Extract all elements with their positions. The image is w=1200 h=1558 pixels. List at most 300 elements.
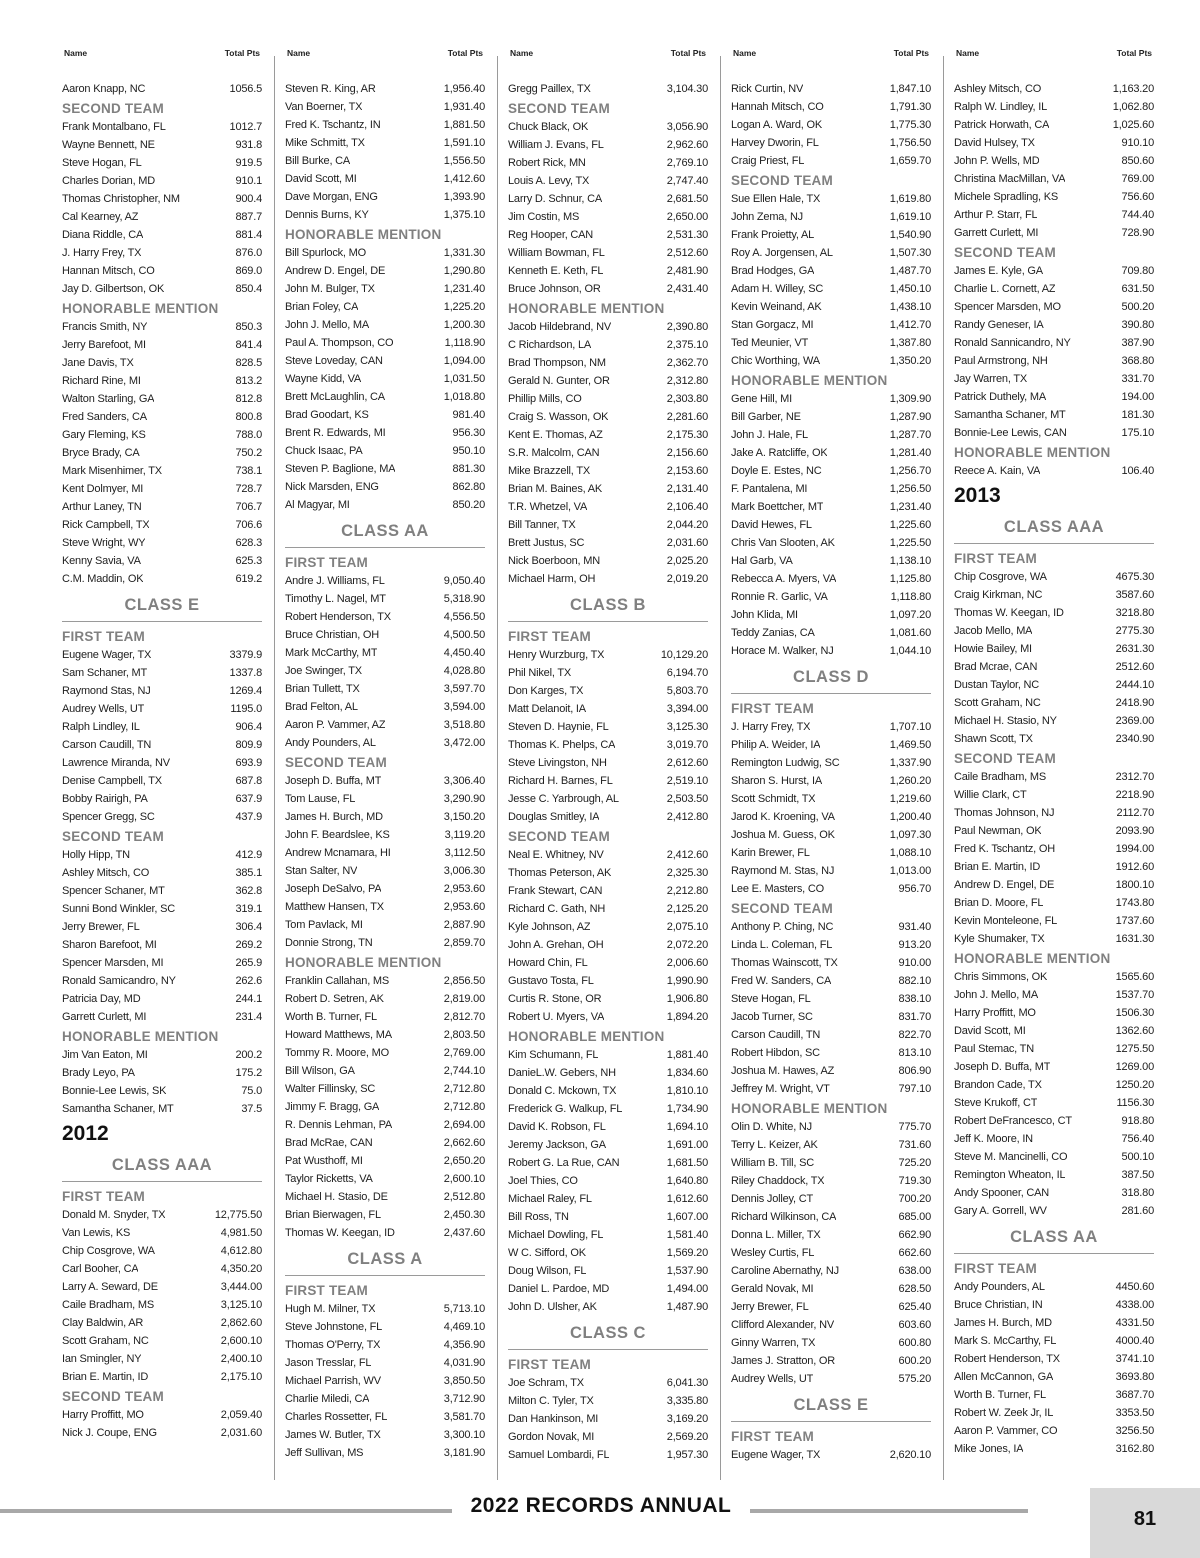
competitor-name: David Hulsey, TX — [954, 137, 1035, 149]
competitor-name: Wayne Kidd, VA — [285, 373, 362, 385]
result-row — [62, 426, 262, 444]
competitor-name: Walter Fillinsky, SC — [285, 1083, 376, 1095]
competitor-name: Ian Smingler, NY — [62, 1353, 142, 1365]
result-row — [285, 1336, 485, 1354]
result-row — [508, 226, 708, 244]
total-points: 2,031.60 — [220, 1427, 262, 1439]
result-row — [62, 190, 262, 208]
team-heading: SECOND TEAM — [62, 101, 164, 116]
total-points: 2,747.40 — [666, 175, 708, 187]
competitor-name: Brad Hodges, GA — [731, 265, 815, 277]
total-points: 3687.70 — [1115, 1389, 1154, 1401]
total-points: 1,118.80 — [890, 591, 931, 603]
result-row — [508, 244, 708, 262]
competitor-name: Neal E. Whitney, NV — [508, 849, 604, 861]
result-row — [62, 1046, 262, 1064]
team-heading: FIRST TEAM — [954, 1261, 1037, 1276]
result-row — [508, 864, 708, 882]
competitor-name: Sue Ellen Hale, TX — [731, 193, 821, 205]
total-points: 1,469.50 — [889, 739, 931, 751]
result-row — [731, 1226, 931, 1244]
result-row — [285, 334, 485, 352]
competitor-name: Rick Curtin, NV — [731, 83, 804, 95]
total-points: 1,734.90 — [666, 1103, 708, 1115]
competitor-name: Steve Hogan, FL — [731, 993, 811, 1005]
competitor-name: Robert DeFrancesco, CT — [954, 1115, 1072, 1127]
total-points: 1,256.50 — [889, 483, 931, 495]
result-row — [62, 754, 262, 772]
competitor-name: Dennis Burns, KY — [285, 209, 369, 221]
result-row — [285, 844, 485, 862]
competitor-name: Brian E. Martin, ID — [62, 1371, 149, 1383]
result-row — [954, 1404, 1154, 1422]
result-row — [285, 1152, 485, 1170]
competitor-name: Harry Proffitt, MO — [62, 1409, 144, 1421]
competitor-name: Karin Brewer, FL — [731, 847, 810, 859]
total-points: 4675.30 — [1115, 571, 1154, 583]
total-points: 800.8 — [235, 411, 262, 423]
total-points: 500.20 — [1121, 301, 1154, 313]
total-points: 2,612.60 — [666, 757, 708, 769]
result-row — [508, 1244, 708, 1262]
total-points: 269.2 — [235, 939, 262, 951]
total-points: 744.40 — [1121, 209, 1154, 221]
year-heading: 2012 — [62, 1122, 109, 1145]
total-points: 1,556.50 — [443, 155, 485, 167]
competitor-name: Cal Kearney, AZ — [62, 211, 139, 223]
result-row — [954, 80, 1154, 98]
competitor-name: Jerry Barefoot, MI — [62, 339, 146, 351]
total-points: 1,619.80 — [889, 193, 931, 205]
result-row — [508, 990, 708, 1008]
result-row — [62, 718, 262, 736]
total-points: 437.9 — [235, 811, 262, 823]
total-points: 1,694.10 — [666, 1121, 708, 1133]
result-row — [285, 644, 485, 662]
competitor-name: Joshua M. Hawes, AZ — [731, 1065, 835, 1077]
competitor-name: Jeff Sullivan, MS — [285, 1447, 364, 1459]
result-row — [731, 1352, 931, 1370]
result-row — [508, 1392, 708, 1410]
competitor-name: Philip A. Weider, IA — [731, 739, 821, 751]
total-points: 2,512.60 — [666, 247, 708, 259]
result-row — [508, 190, 708, 208]
result-row — [508, 534, 708, 552]
competitor-name: Gregg Paillex, TX — [508, 83, 591, 95]
total-points: 706.6 — [235, 519, 262, 531]
total-points: 1,219.60 — [889, 793, 931, 805]
total-points: 1,225.20 — [443, 301, 485, 313]
result-row — [731, 990, 931, 1008]
competitor-name: Nick Boerboon, MN — [508, 555, 600, 567]
total-points: 3,472.00 — [443, 737, 485, 749]
total-points: 2,962.60 — [666, 139, 708, 151]
total-points: 1,569.20 — [666, 1247, 708, 1259]
total-points: 3,300.10 — [443, 1429, 485, 1441]
total-points: 2,212.80 — [666, 885, 708, 897]
competitor-name: Mike Brazzell, TX — [508, 465, 590, 477]
competitor-name: Samantha Schaner, MT — [62, 1103, 174, 1115]
total-points: 1,081.60 — [889, 627, 931, 639]
total-points: 3,104.30 — [666, 83, 708, 95]
result-row — [285, 1008, 485, 1026]
result-row — [62, 226, 262, 244]
result-row — [731, 808, 931, 826]
total-points: 631.50 — [1121, 283, 1154, 295]
competitor-name: Allen McCannon, GA — [954, 1371, 1054, 1383]
competitor-name: Caile Bradham, MS — [954, 771, 1046, 783]
competitor-name: Ashley Mitsch, CO — [62, 867, 150, 879]
competitor-name: Steve Johnstone, FL — [285, 1321, 383, 1333]
competitor-name: Steven R. King, AR — [285, 83, 376, 95]
total-points: 3218.80 — [1115, 607, 1154, 619]
result-row — [731, 1118, 931, 1136]
competitor-name: Lawrence Miranda, NV — [62, 757, 170, 769]
total-points: 2,519.10 — [666, 775, 708, 787]
total-points: 2,106.40 — [666, 501, 708, 513]
competitor-name: Thomas W. Keegan, ID — [285, 1227, 395, 1239]
team-heading: FIRST TEAM — [285, 555, 368, 570]
total-points: 1,847.10 — [889, 83, 931, 95]
competitor-name: Aaron Knapp, NC — [62, 83, 146, 95]
total-points: 75.0 — [241, 1085, 262, 1097]
result-row — [954, 568, 1154, 586]
total-points: 1275.50 — [1115, 1043, 1154, 1055]
competitor-name: Francis Smith, NY — [62, 321, 148, 333]
total-points: 390.80 — [1121, 319, 1154, 331]
result-row — [62, 1242, 262, 1260]
result-row — [285, 98, 485, 116]
competitor-name: Doyle E. Estes, NC — [731, 465, 822, 477]
result-row — [285, 1318, 485, 1336]
total-points: 931.40 — [898, 921, 931, 933]
result-row — [731, 954, 931, 972]
competitor-name: Richard Wilkinson, CA — [731, 1211, 837, 1223]
result-row — [731, 624, 931, 642]
competitor-name: Timothy L. Nagel, MT — [285, 593, 386, 605]
total-points: 850.20 — [452, 499, 485, 511]
competitor-name: Brett Justus, SC — [508, 537, 585, 549]
result-row — [731, 1280, 931, 1298]
competitor-name: Gerald N. Gunter, OR — [508, 375, 610, 387]
result-row — [62, 1424, 262, 1442]
total-points: 838.10 — [898, 993, 931, 1005]
competitor-name: Steven P. Baglione, MA — [285, 463, 396, 475]
competitor-name: Brad Thompson, NM — [508, 357, 606, 369]
result-row — [954, 1094, 1154, 1112]
result-row — [731, 736, 931, 754]
total-points: 1,018.80 — [443, 391, 485, 403]
result-row — [62, 1296, 262, 1314]
total-points: 750.2 — [235, 447, 262, 459]
competitor-name: Randy Geneser, IA — [954, 319, 1044, 331]
total-points: 3,125.30 — [666, 721, 708, 733]
competitor-name: Tommy R. Moore, MO — [285, 1047, 389, 1059]
competitor-name: Bill Spurlock, MO — [285, 247, 366, 259]
team-heading: HONORABLE MENTION — [508, 1029, 665, 1044]
competitor-name: Gary Fleming, KS — [62, 429, 146, 441]
competitor-name: Bonnie-Lee Lewis, SK — [62, 1085, 167, 1097]
result-row — [62, 480, 262, 498]
result-row — [62, 900, 262, 918]
result-row — [285, 170, 485, 188]
total-points: 12,775.50 — [214, 1209, 262, 1221]
result-row — [731, 152, 931, 170]
total-points: 918.80 — [1121, 1115, 1154, 1127]
result-row — [954, 1314, 1154, 1332]
total-points: 913.20 — [898, 939, 931, 951]
total-points: 738.1 — [235, 465, 262, 477]
total-points: 3,150.20 — [443, 811, 485, 823]
total-points: 685.00 — [898, 1211, 931, 1223]
result-row — [954, 712, 1154, 730]
total-points: 910.00 — [898, 957, 931, 969]
result-row — [731, 880, 931, 898]
competitor-name: Joe Swinger, TX — [285, 665, 362, 677]
result-row — [285, 590, 485, 608]
total-points: 2,803.50 — [443, 1029, 485, 1041]
total-points: 1056.5 — [229, 83, 262, 95]
team-heading: SECOND TEAM — [285, 755, 387, 770]
competitor-name: Andy Pounders, AL — [954, 1281, 1045, 1293]
competitor-name: Gene Hill, MI — [731, 393, 792, 405]
competitor-name: Joseph D. Buffa, MT — [954, 1061, 1051, 1073]
result-row — [285, 662, 485, 680]
total-points: 3,125.10 — [220, 1299, 262, 1311]
total-points: 2,025.20 — [666, 555, 708, 567]
total-points: 1156.30 — [1116, 1097, 1154, 1109]
total-points: 2444.10 — [1115, 679, 1154, 691]
total-points: 2418.90 — [1115, 697, 1154, 709]
result-row — [285, 1134, 485, 1152]
competitor-name: Horace M. Walker, NJ — [731, 645, 834, 657]
competitor-name: Spencer Marsden, MO — [954, 301, 1061, 313]
total-points: 1,025.60 — [1112, 119, 1154, 131]
total-points: 887.7 — [235, 211, 262, 223]
column-header — [285, 40, 485, 58]
total-points: 600.20 — [898, 1355, 931, 1367]
result-row — [285, 206, 485, 224]
total-points: 318.80 — [1121, 1187, 1154, 1199]
result-row — [954, 1350, 1154, 1368]
result-row — [731, 772, 931, 790]
total-points: 3353.50 — [1115, 1407, 1154, 1419]
result-row — [285, 1354, 485, 1372]
competitor-name: Anthony P. Ching, NC — [731, 921, 834, 933]
competitor-name: Chip Cosgrove, WA — [954, 571, 1047, 583]
result-row — [285, 442, 485, 460]
total-points: 3,597.70 — [443, 683, 485, 695]
result-row — [285, 680, 485, 698]
competitor-name: Robert W. Zeek Jr, IL — [954, 1407, 1054, 1419]
competitor-name: Steven D. Haynie, FL — [508, 721, 609, 733]
total-points: 2,859.70 — [443, 937, 485, 949]
competitor-name: Kenny Savia, VA — [62, 555, 141, 567]
result-row — [62, 990, 262, 1008]
total-points: 1,097.20 — [889, 609, 931, 621]
total-points: 3,119.20 — [444, 829, 485, 841]
result-row — [62, 1406, 262, 1424]
result-row — [285, 388, 485, 406]
result-row — [731, 462, 931, 480]
total-points: 1,044.10 — [889, 645, 931, 657]
competitor-name: Chuck Black, OK — [508, 121, 589, 133]
result-row — [508, 1226, 708, 1244]
result-row — [508, 1428, 708, 1446]
competitor-name: Chris Simmons, OK — [954, 971, 1048, 983]
competitor-name: Jim Van Eaton, MI — [62, 1049, 148, 1061]
competitor-name: Craig Priest, FL — [731, 155, 805, 167]
competitor-name: Christina MacMillan, VA — [954, 173, 1066, 185]
result-row — [731, 1080, 931, 1098]
competitor-name: Wayne Bennett, NE — [62, 139, 155, 151]
column-divider — [497, 56, 498, 1480]
total-points: 2,503.50 — [666, 793, 708, 805]
result-row — [731, 316, 931, 334]
competitor-name: Paul Stemac, TN — [954, 1043, 1034, 1055]
name-header: Name — [733, 48, 757, 58]
competitor-name: Charles Rossetter, FL — [285, 1411, 388, 1423]
competitor-name: Bill Tanner, TX — [508, 519, 576, 531]
result-row — [731, 226, 931, 244]
total-points: 331.70 — [1121, 373, 1154, 385]
competitor-name: Van Boerner, TX — [285, 101, 363, 113]
total-points: 575.20 — [898, 1373, 931, 1385]
competitor-name: Gordon Novak, MI — [508, 1431, 595, 1443]
result-row — [954, 188, 1154, 206]
competitor-name: Worth B. Turner, FL — [285, 1011, 377, 1023]
competitor-name: John Zema, NJ — [731, 211, 803, 223]
result-row — [508, 390, 708, 408]
competitor-name: David Scott, MI — [285, 173, 357, 185]
result-row — [508, 208, 708, 226]
class-heading: CLASS D — [731, 662, 931, 694]
total-points: 1537.70 — [1115, 989, 1154, 1001]
total-points: 2,175.30 — [666, 429, 708, 441]
total-points: 728.7 — [235, 483, 262, 495]
total-points: 638.00 — [898, 1265, 931, 1277]
total-points: 4,612.80 — [220, 1245, 262, 1257]
result-row — [285, 352, 485, 370]
total-points: 1,031.50 — [443, 373, 485, 385]
total-points: 876.0 — [235, 247, 262, 259]
total-points: 2,400.10 — [220, 1353, 262, 1365]
result-row — [954, 586, 1154, 604]
result-row — [285, 1206, 485, 1224]
competitor-name: Robert Hibdon, SC — [731, 1047, 820, 1059]
total-points: 2,303.80 — [666, 393, 708, 405]
result-row — [62, 1206, 262, 1224]
total-points: 3,581.70 — [443, 1411, 485, 1423]
result-row — [62, 682, 262, 700]
class-heading: CLASS AAA — [954, 512, 1154, 544]
competitor-name: Jerry Brewer, FL — [731, 1301, 809, 1313]
result-row — [731, 790, 931, 808]
competitor-name: Audrey Wells, UT — [731, 1373, 814, 1385]
result-row — [508, 1008, 708, 1026]
total-points: 3,181.90 — [443, 1447, 485, 1459]
competitor-name: Bill Garber, NE — [731, 411, 801, 423]
competitor-name: David Scott, MI — [954, 1025, 1026, 1037]
total-points: 919.5 — [235, 157, 262, 169]
total-points: 6,194.70 — [666, 667, 708, 679]
result-row — [285, 298, 485, 316]
total-points: 1,931.40 — [443, 101, 485, 113]
total-points: 1,681.50 — [666, 1157, 708, 1169]
total-points: 1,957.30 — [666, 1449, 708, 1461]
competitor-name: Sharon Barefoot, MI — [62, 939, 157, 951]
result-row — [731, 1008, 931, 1026]
result-row — [62, 516, 262, 534]
competitor-name: Charlie L. Cornett, AZ — [954, 283, 1056, 295]
result-row — [731, 588, 931, 606]
total-points: 2,044.20 — [666, 519, 708, 531]
total-points: 2,712.80 — [443, 1101, 485, 1113]
total-points: 2,531.30 — [666, 229, 708, 241]
competitor-name: Don Karges, TX — [508, 685, 584, 697]
result-row — [285, 1426, 485, 1444]
total-points: 850.3 — [235, 321, 262, 333]
competitor-name: Robert Rick, MN — [508, 157, 586, 169]
total-points: 2,600.10 — [443, 1173, 485, 1185]
competitor-name: Thomas K. Phelps, CA — [508, 739, 616, 751]
total-points: 1,393.90 — [443, 191, 485, 203]
competitor-name: Taylor Ricketts, VA — [285, 1173, 373, 1185]
result-row — [508, 754, 708, 772]
result-row — [731, 570, 931, 588]
total-points: 3,394.00 — [666, 703, 708, 715]
total-points: 2,681.50 — [666, 193, 708, 205]
competitor-name: Jane Davis, TX — [62, 357, 134, 369]
result-row — [731, 972, 931, 990]
total-points: 3,335.80 — [666, 1395, 708, 1407]
competitor-name: Ronald Sannicandro, NY — [954, 337, 1071, 349]
result-row — [285, 916, 485, 934]
column-header — [508, 40, 708, 58]
competitor-name: John J. Hale, FL — [731, 429, 808, 441]
result-row — [285, 80, 485, 98]
result-row — [62, 336, 262, 354]
competitor-name: Charlie Miledi, CA — [285, 1393, 370, 1405]
competitor-name: Mike Jones, IA — [954, 1443, 1024, 1455]
competitor-name: Steve Livingston, NH — [508, 757, 607, 769]
competitor-name: Joel Thies, CO — [508, 1175, 578, 1187]
competitor-name: Milton C. Tyler, TX — [508, 1395, 594, 1407]
result-row — [285, 280, 485, 298]
result-row — [285, 406, 485, 424]
result-row — [508, 954, 708, 972]
class-heading: CLASS E — [731, 1390, 931, 1422]
competitor-name: William J. Evans, FL — [508, 139, 604, 151]
competitor-name: Andy Pounders, AL — [285, 737, 376, 749]
competitor-name: Jacob Mello, MA — [954, 625, 1033, 637]
result-row — [731, 1154, 931, 1172]
competitor-name: Phil Nikel, TX — [508, 667, 572, 679]
total-points: 4,350.20 — [220, 1263, 262, 1275]
total-points: 625.3 — [235, 555, 262, 567]
competitor-name: Chip Cosgrove, WA — [62, 1245, 155, 1257]
result-row — [731, 1136, 931, 1154]
total-points: 2,819.00 — [443, 993, 485, 1005]
competitor-name: Doug Wilson, FL — [508, 1265, 587, 1277]
total-points: 385.1 — [235, 867, 262, 879]
result-row — [731, 918, 931, 936]
competitor-name: Thomas Wainscott, TX — [731, 957, 838, 969]
competitor-name: Wesley Curtis, FL — [731, 1247, 815, 1259]
result-row — [62, 154, 262, 172]
competitor-name: Fred Sanders, CA — [62, 411, 147, 423]
total-points: 175.10 — [1121, 427, 1154, 439]
